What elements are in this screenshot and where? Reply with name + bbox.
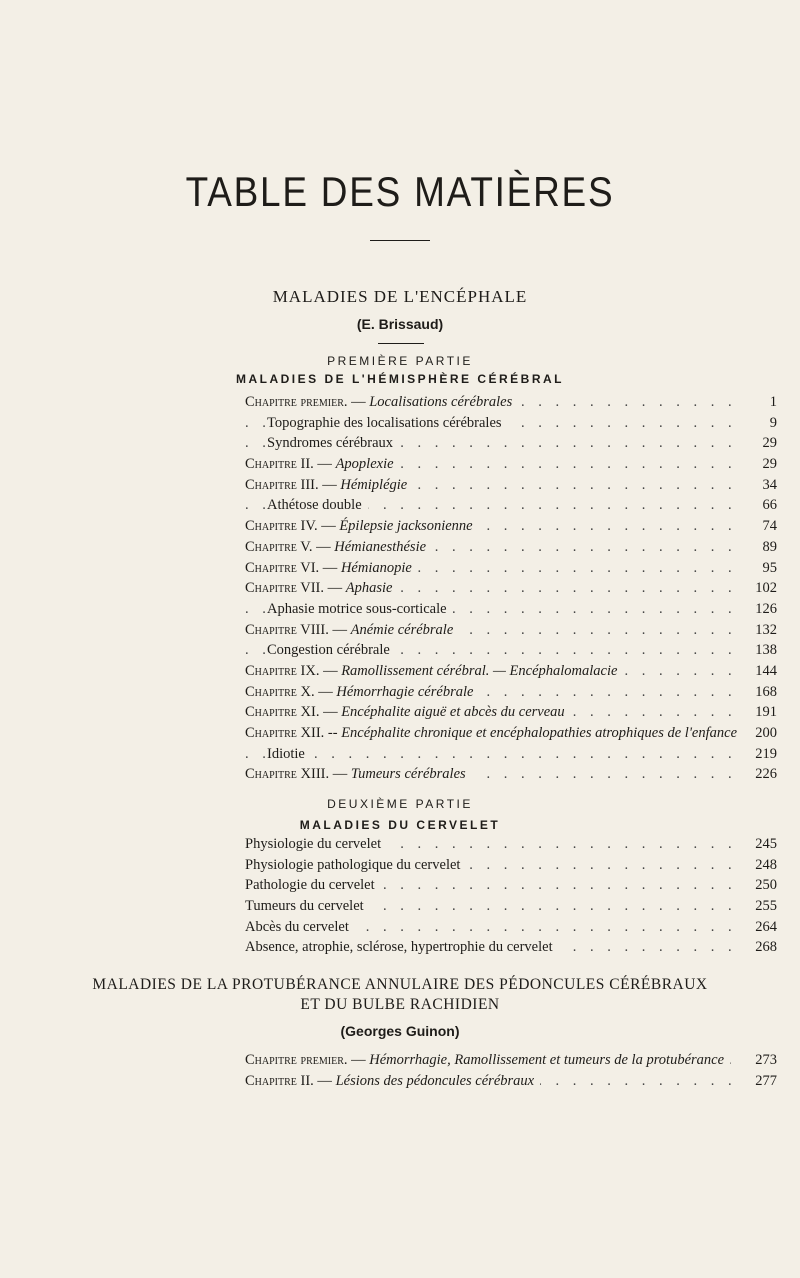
toc-entry-chapter: Chapitre VI. —	[245, 559, 341, 576]
toc-entry-text	[245, 919, 355, 935]
toc-entry-chapter: Chapitre III. —	[245, 476, 341, 493]
toc-entry-title: Anémie cérébrale	[350, 621, 454, 638]
toc-entry-page: 95	[743, 558, 777, 579]
toc-entry	[245, 620, 777, 641]
toc-entry-page: 255	[743, 896, 777, 917]
toc-entry	[245, 392, 777, 413]
toc-entry-title: Topographie des localisations cérébrales	[267, 414, 502, 431]
toc-entry-text	[245, 704, 571, 720]
toc-entry-title: Encéphalite chronique et encéphalopathies atrophiques de l'enfance	[341, 725, 738, 741]
section2-author: (Georges Guinon)	[340, 1023, 460, 1039]
toc-entry	[245, 475, 777, 496]
toc-entry-title: Tumeurs cérébrales	[350, 766, 466, 783]
toc-entry-page: 102	[743, 578, 777, 599]
toc-entry-page: 74	[743, 516, 777, 537]
toc-entry-text	[245, 1073, 540, 1089]
toc-entry	[245, 896, 777, 917]
toc-entry-chapter: Chapitre XII. --	[245, 725, 342, 741]
toc-entry	[245, 558, 777, 579]
toc-entry	[245, 702, 777, 723]
toc-entry-title: Congestion cérébrale	[267, 642, 390, 659]
part2-label: DEUXIÈME PARTIE	[327, 797, 473, 811]
toc-entry	[245, 433, 777, 454]
page-title: TABLE DES MATIÈRES	[185, 168, 615, 215]
toc-entry	[245, 744, 777, 765]
toc-entry-title: Hémorrhagie cérébrale	[336, 683, 474, 700]
toc-entry-text	[245, 622, 459, 638]
toc-entry-page: 268	[743, 937, 777, 958]
toc-entry-title: Abcès du cervelet	[245, 918, 349, 935]
toc-entry-title: Tumeurs du cervelet	[245, 898, 364, 915]
toc-entry-chapter: Chapitre IV. —	[245, 518, 340, 535]
toc-entry-text	[267, 497, 368, 513]
toc-entry	[245, 640, 777, 661]
toc-entry-title: Pathologie du cervelet	[245, 877, 375, 894]
part2-title: MALADIES DU CERVELET	[299, 818, 501, 832]
toc-entry-page: 89	[743, 537, 777, 558]
title-rule	[370, 240, 430, 241]
toc-entry-page: 191	[743, 702, 777, 723]
toc-entry-page: 126	[743, 599, 777, 620]
toc-entry	[245, 1050, 777, 1071]
toc-entry-title: Aphasie	[345, 580, 393, 597]
toc-entry-text	[245, 725, 743, 741]
section1-author: (E. Brissaud)	[356, 316, 444, 332]
section2-heading	[0, 975, 800, 1015]
toc-entry-page: 273	[743, 1050, 777, 1071]
toc-entry-page: 277	[743, 1071, 777, 1092]
toc-entry-text	[245, 766, 472, 782]
toc-entry	[245, 764, 777, 785]
toc-entry	[245, 413, 777, 434]
toc-entry-title: Hémorrhagie, Ramollissement et tumeurs de la protubérance	[369, 1052, 725, 1068]
section1-heading-rest: ENCÉPHALE	[419, 287, 528, 306]
toc-entry-text	[267, 642, 396, 658]
leader-dots	[245, 744, 743, 765]
toc-entry-title: Syndromes cérébraux	[267, 435, 394, 452]
toc-entry-page: 219	[743, 744, 777, 765]
toc-entry-page: 34	[743, 475, 777, 496]
toc-entry-chapter: Chapitre II. —	[245, 1072, 336, 1089]
toc-entry-title: Physiologie du cervelet	[245, 836, 382, 852]
toc-entry	[245, 599, 777, 620]
toc-entry	[245, 537, 777, 558]
toc-entry	[245, 855, 777, 876]
toc-entry	[245, 917, 777, 938]
section1-heading	[0, 287, 800, 307]
toc-entry-page: 245	[743, 834, 777, 855]
toc-entry	[245, 1071, 777, 1092]
toc-entry-text	[245, 477, 413, 493]
toc-entry-title: Ramollissement cérébral. — Encéphalomalacie	[341, 662, 618, 679]
toc-entry-page: 264	[743, 917, 777, 938]
toc-entry-chapter: Chapitre XIII. —	[245, 766, 351, 783]
toc-entry-page: 250	[743, 875, 777, 896]
toc-entry	[245, 516, 777, 537]
section1-rule	[378, 343, 424, 344]
toc-entry-text	[267, 435, 399, 451]
toc-entry	[245, 495, 777, 516]
section2-heading-line1: MALADIES DE LA PROTUBÉRANCE ANNULAIRE DES PÉDONCULES CÉRÉBRAUX	[92, 976, 708, 993]
toc-entry-title: Physiologie pathologique du cervelet	[245, 856, 461, 873]
toc-entry-page: 248	[743, 855, 777, 876]
toc-entry-text	[245, 580, 398, 596]
toc-entry-text	[245, 1052, 730, 1068]
toc-entry-page: 200	[743, 723, 777, 744]
toc-entry-page: 144	[743, 661, 777, 682]
toc-entry-text	[267, 415, 508, 431]
section1-heading-prefix: MALADIES DE L'	[272, 287, 420, 306]
toc-entry-text	[245, 877, 381, 893]
toc-entry-page: 132	[743, 620, 777, 641]
toc-entry-page: 168	[743, 682, 777, 703]
toc-entry-page: 1	[743, 392, 777, 413]
toc-entry-chapter: Chapitre IX. —	[245, 662, 342, 679]
toc-entry	[245, 723, 777, 744]
toc-entry-chapter: Chapitre premier. —	[245, 1052, 370, 1068]
toc-entry	[245, 937, 777, 958]
toc-entry	[245, 682, 777, 703]
toc-entry-chapter: Chapitre V. —	[245, 538, 335, 555]
toc-entry-chapter: Chapitre X. —	[245, 683, 337, 700]
toc-entry-page: 138	[743, 640, 777, 661]
toc-entry-text	[245, 836, 387, 852]
toc-entry-text	[245, 539, 432, 555]
toc-entry-page: 29	[743, 433, 777, 454]
toc-entry-title: Épilepsie jacksonienne	[339, 518, 473, 535]
toc-entry-chapter: Chapitre premier. —	[245, 394, 370, 410]
toc-entry-chapter: Chapitre VIII. —	[245, 621, 351, 638]
section2-heading-line2: ET DU BULBE RACHIDIEN	[300, 996, 500, 1013]
toc-entry-text	[245, 898, 370, 914]
toc-entry	[245, 875, 777, 896]
toc-entry-text	[245, 518, 479, 534]
toc-entry	[245, 578, 777, 599]
toc-entry-text	[245, 939, 559, 955]
toc-entry-text	[245, 684, 479, 700]
toc-entry-text	[245, 560, 418, 576]
toc-entry-title: Idiotie	[267, 745, 305, 762]
toc-entry-page: 66	[743, 495, 777, 516]
part1-label: PREMIÈRE PARTIE	[327, 354, 473, 368]
toc-entry-title: Encéphalite aiguë et abcès du cerveau	[341, 704, 565, 721]
toc-entry-title: Lésions des pédoncules cérébraux	[335, 1072, 535, 1089]
toc-entry	[245, 661, 777, 682]
toc-entry-text	[245, 456, 400, 472]
toc-entry-title: Apoplexie	[335, 456, 394, 473]
toc-entry-title: Hémianopie	[340, 559, 412, 576]
toc-entry-chapter: Chapitre II. —	[245, 456, 336, 473]
toc-entry-text	[245, 663, 623, 679]
toc-entry	[245, 834, 777, 855]
part2-toc	[245, 834, 777, 958]
toc-entry-text	[245, 394, 518, 410]
toc-entry-page: 9	[743, 413, 777, 434]
toc-entry-title: Athétose double	[267, 497, 362, 514]
part1-toc	[245, 392, 777, 785]
toc-entry-text	[245, 857, 466, 873]
part1-title: MALADIES DE L'HÉMISPHÈRE CÉRÉBRAL	[235, 372, 565, 386]
toc-entry-chapter: Chapitre VII. —	[245, 580, 346, 597]
toc-entry-title: Aphasie motrice sous-corticale	[267, 600, 447, 617]
toc-entry-title: Hémianesthésie	[334, 538, 427, 555]
toc-entry-chapter: Chapitre XI. —	[245, 704, 342, 721]
toc-entry-title: Absence, atrophie, sclérose, hypertrophie du cervelet	[245, 939, 553, 956]
toc-entry-title: Hémiplégie	[340, 476, 408, 493]
toc-entry	[245, 454, 777, 475]
toc-entry-page: 226	[743, 764, 777, 785]
toc-entry-text	[267, 601, 453, 617]
toc-entry-title: Localisations cérébrales	[369, 394, 513, 410]
toc-entry-text	[267, 746, 311, 762]
section2-toc	[245, 1050, 777, 1091]
toc-entry-page: 29	[743, 454, 777, 475]
